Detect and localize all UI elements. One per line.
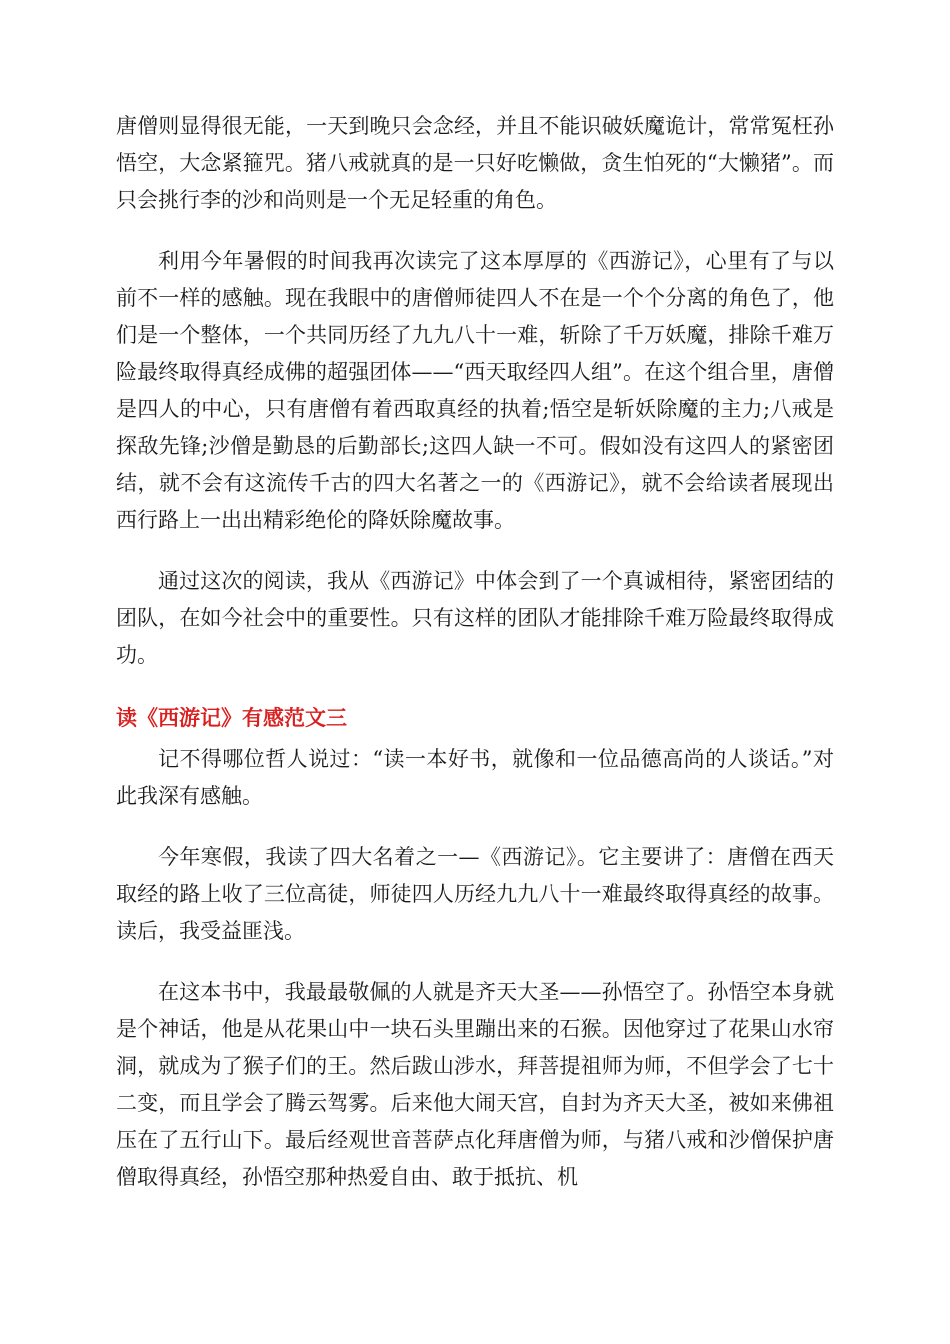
paragraph-continued: 唐僧则显得很无能，一天到晚只会念经，并且不能识破妖魔诡计，常常冤枉孙悟空，大念紧箍咒。猪八戒就真的是一只好吃懒做，贪生怕死的“大懒猪”。而只会挑行李的沙和尚则是一个无足轻重的角色。 — [116, 114, 834, 212]
paragraph-winter-break: 今年寒假，我读了四大名着之一—《西游记》。它主要讲了：唐僧在西天取经的路上收了三位高徒，师徒四人历经九九八十一难最终取得真经的故事。读后，我受益匪浅。 — [116, 845, 834, 943]
paragraph-sun-wukong: 在这本书中，我最最敬佩的人就是齐天大圣——孙悟空了。孙悟空本身就是个神话，他是从花果山中一块石头里蹦出来的石猴。因他穿过了花果山水帘洞，就成为了猴子们的王。然后跋山涉水，拜菩提祖师为师，不但学会了七十二变，而且学会了腾云驾雾。后来他大闹天宫，自封为齐天大圣，被如来佛祖压在了五行山下。最后经观世音菩萨点化拜唐僧为师，与猪八戒和沙僧保护唐僧取得真经，孙悟空那种热爱自由、敢于抵抗、机 — [116, 980, 834, 1189]
section-heading: 读《西游记》有感范文三 — [116, 706, 347, 730]
paragraph-team: 利用今年暑假的时间我再次读完了这本厚厚的《西游记》，心里有了与以前不一样的感触。现在我眼中的唐僧师徒四人不在是一个个分离的角色了，他们是一个整体，一个共同历经了九九八十一难，斩除了千万妖魔，排除千难万险最终取得真经成佛的超强团体——“西天取经四人组”。在这个组合里，唐僧是四人的中心，只有唐僧有着西取真经的执着;悟空是斩妖除魔的主力;八戒是探敌先锋;沙僧是勤恳的后勤部长;这四人缺一不可。假如没有这四人的紧密团结，就不会有这流传千古的四大名著之一的《西游记》，就不会给读者展现出西行路上一出出精彩绝伦的降妖除魔故事。 — [116, 249, 834, 532]
paragraph-conclusion: 通过这次的阅读，我从《西游记》中体会到了一个真诚相待，紧密团结的团队，在如今社会中的重要性。只有这样的团队才能排除千难万险最终取得成功。 — [116, 569, 834, 667]
paragraph-quote: 记不得哪位哲人说过：“读一本好书，就像和一位品德高尚的人谈话。”对此我深有感触。 — [116, 747, 834, 808]
document-page — [116, 108, 834, 1196]
